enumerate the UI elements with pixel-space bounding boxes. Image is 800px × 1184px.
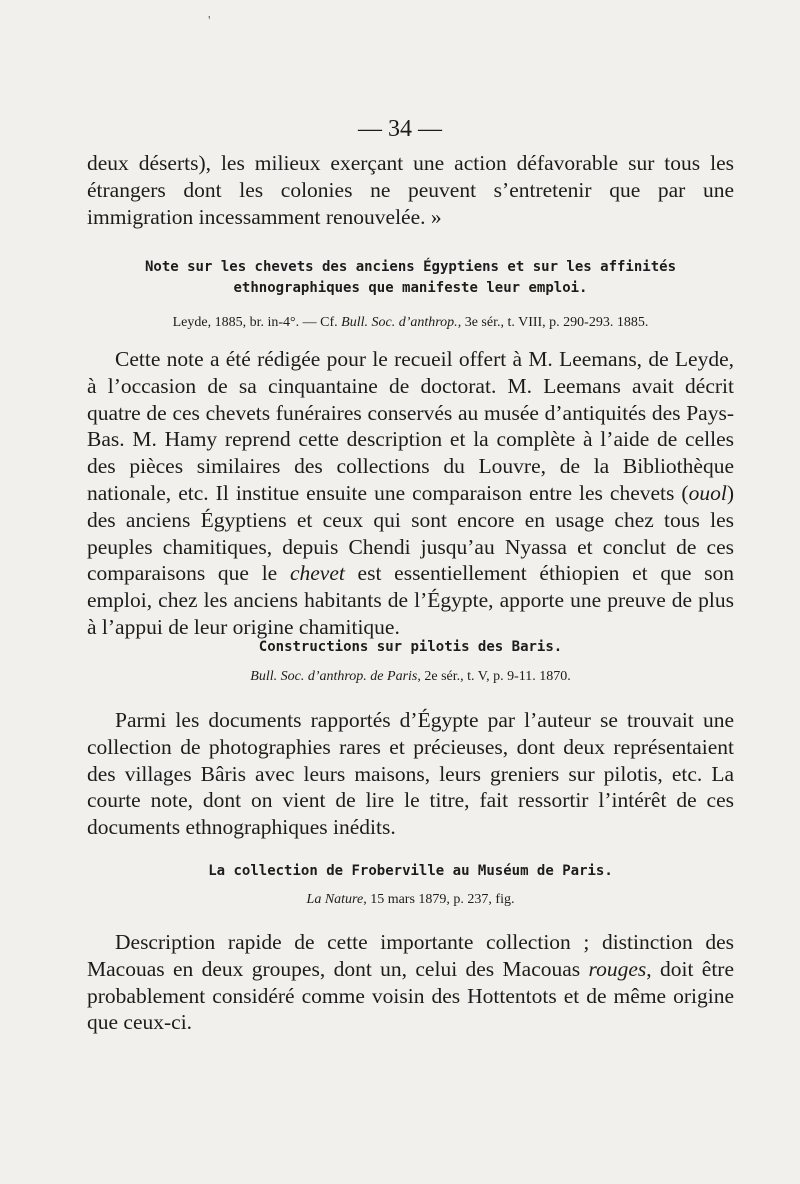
heading-line-2: ethnographiques que manifeste leur emploi. — [233, 280, 588, 296]
reference-journal: Bull. Soc. d’anthrop. de Paris — [250, 669, 418, 684]
reference-pilotis — [87, 668, 734, 686]
continuation-paragraph — [87, 150, 734, 230]
body-italic-rouges: rouges — [588, 956, 647, 981]
reference-text: Leyde, 1885, br. in-4°. — Cf. — [172, 315, 338, 330]
body-text: Cette note a été rédigée pour le recueil offert à M. Leemans, de Leyde, à l’occasion de sa cinquantaine de doctorat. M. Leemans avait décrit quatre de ces chevets funéraires conservés au musée d’antiquités des Pays-Bas. M. Hamy reprend cette description et la complète à l’aide de celles des pièces similaires des collections du Louvre, de la Bibliothèque nationale, etc. Il institue ensuite une comparaison entre les chevets ( — [87, 347, 734, 505]
heading-line: Constructions sur pilotis des Baris. — [258, 639, 563, 655]
body-text: , doit être probablement considéré comme voisin des Hottentots et de même origine que ceux-ci. — [87, 956, 735, 1035]
paragraph-text: deux déserts), les milieux exerçant une action défavorable sur tous les étrangers dont les colonies ne peuvent s’entretenir que par une immigration incessamment renouvelée. » — [87, 151, 734, 229]
body-text: Parmi les documents rapportés d’Égypte par l’auteur se trouvait une collection de photographies rares et précieuses, dont deux représentaient des villages Bâris avec leurs maisons, leurs greniers sur pilotis, etc. La courte note, dont on vient de lire le titre, fait ressortir l’intérêt de ces documents ethnographiques inédits. — [87, 708, 734, 840]
reference-journal: La Nature — [306, 892, 364, 907]
body-text: est essentiellement éthiopien et que son emploi, chez les anciens habitants de l’Égypte, apporte une preuve de plus à l’appui de leur origine chamitique. — [87, 561, 734, 639]
reference-journal: Bull. Soc. d’anthrop. — [341, 315, 458, 330]
reference-chevets — [87, 314, 734, 332]
reference-froberville — [87, 891, 734, 909]
reference-details: , 15 mars 1879, p. 237, fig. — [363, 892, 515, 907]
body-text: Description rapide de cette importante collection ; distinction des Macouas en deux groupes, dont un, celui des Macouas — [87, 930, 734, 981]
section-heading-pilotis — [87, 637, 734, 658]
reference-details: , 3e sér., t. VIII, p. 290-293. 1885. — [457, 315, 649, 330]
body-italic-ouol: ouol — [688, 480, 727, 505]
scan-mark: ' — [208, 14, 211, 29]
section-heading-chevets — [87, 257, 734, 299]
section-body-pilotis — [87, 707, 734, 841]
page-number: — 34 — — [358, 116, 442, 142]
section-heading-froberville — [87, 861, 734, 882]
section-body-chevets — [87, 346, 734, 641]
reference-details: , 2e sér., t. V, p. 9-11. 1870. — [417, 669, 571, 684]
heading-line-1: Note sur les chevets des anciens Égyptiens et sur les affinités — [144, 259, 676, 275]
section-body-froberville — [87, 929, 734, 1036]
body-text: ) des anciens Égyptiens et ceux qui sont encore en usage chez tous les peuples chamitiques, depuis Chendi jusqu’au Nyassa et conclut de ces comparaisons que le — [87, 480, 734, 586]
heading-line: La collection de Froberville au Muséum de Paris. — [208, 863, 613, 879]
body-italic-chevet: chevet — [289, 561, 345, 586]
